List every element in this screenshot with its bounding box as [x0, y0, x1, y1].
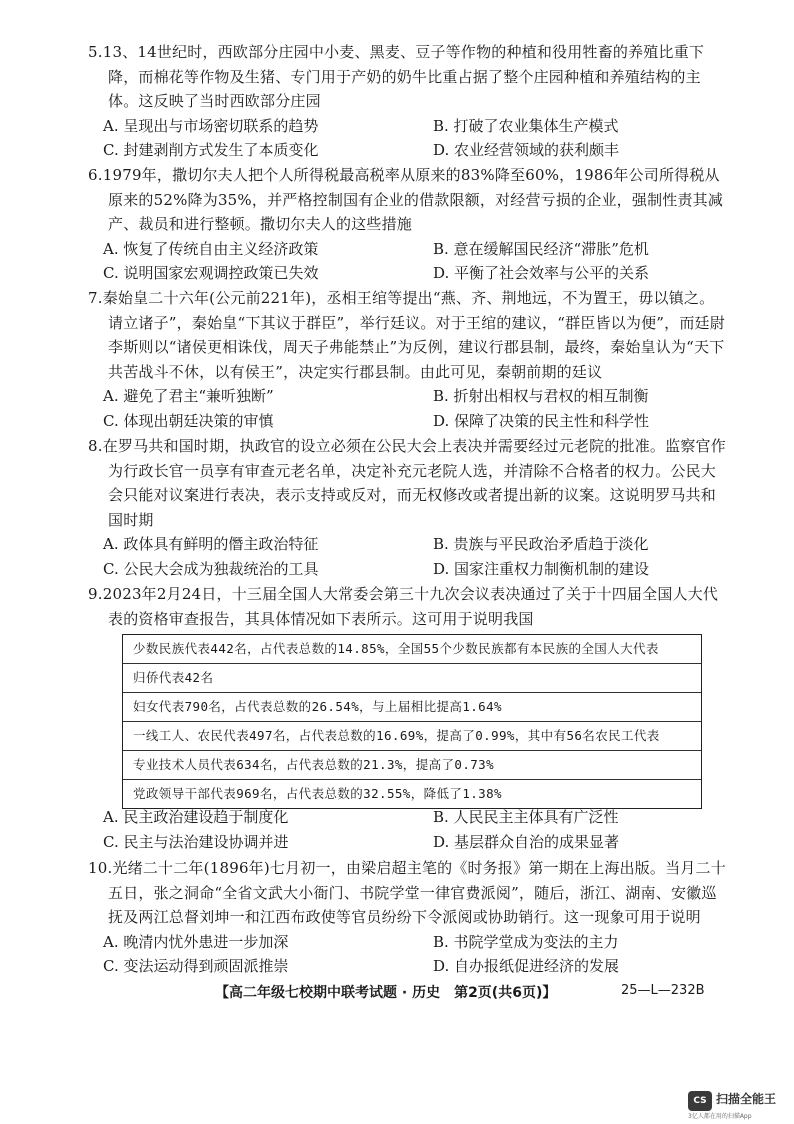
question-stem: 5.13、14世纪时，西欧部分庄园中小麦、黑麦、豆子等作物的种植和役用牲畜的养殖比重下降，而棉花等作物及生猪、专门用于产奶的奶牛比重占据了整个庄园种植和养殖结构的主体。这反映了当时西欧部分庄园 [88, 43, 705, 110]
question-8 [88, 434, 728, 581]
option-b: B. 人民民主主体具有广泛性 [433, 808, 619, 826]
option-c: C. 变法运动得到顽固派推崇 [103, 957, 289, 975]
options [88, 384, 728, 433]
option-c: C. 体现出朝廷决策的审慎 [103, 411, 274, 430]
watermark-tagline: 3亿人都在用的扫描App [688, 1113, 752, 1120]
delegate-table [122, 634, 702, 809]
option-b: B. 意在缓解国民经济“滞胀”危机 [433, 239, 649, 258]
option-c: C. 公民大会成为独裁统治的工具 [103, 559, 319, 578]
question-7 [88, 286, 728, 433]
options [88, 114, 728, 163]
question-stem: 8.在罗马共和国时期，执政官的设立必须在公民大会上表决并需要经过元老院的批准。监察官作为行政长官一员享有审查元老名单，决定补充元老院人选，并清除不合格者的权力。公民大会只能对议案进行表决，表示支持或反对，而无权修改或者提出新的议案。这说明罗马共和国时期 [88, 437, 726, 529]
option-c: C. 说明国家宏观调控政策已失效 [103, 264, 319, 282]
options [88, 805, 728, 854]
question-9 [88, 582, 728, 631]
watermark-name: 扫描全能王 [716, 1092, 777, 1106]
option-a: A. 避免了君主“兼听独断” [103, 387, 274, 405]
table-row: 少数民族代表442名，占代表总数的14.85%，全国55个少数民族都有本民族的全国人大代表 [133, 641, 659, 656]
scanner-watermark [688, 1089, 788, 1119]
option-b: B. 贵族与平民政治矛盾趋于淡化 [433, 535, 649, 553]
table-row: 归侨代表42名 [123, 663, 701, 692]
option-a: A. 晚清内忧外患进一步加深 [103, 932, 289, 951]
option-d: D. 自办报纸促进经济的发展 [433, 957, 620, 975]
option-d: D. 保障了决策的民主性和科学性 [433, 411, 650, 430]
camscanner-logo-icon: CS [688, 1091, 712, 1111]
option-d: D. 农业经营领域的获利颇丰 [433, 141, 620, 159]
options [88, 237, 728, 286]
question-5 [88, 40, 728, 163]
table-row: 党政领导干部代表969名，占代表总数的32.55%，降低了1.38% [123, 779, 701, 808]
option-b: B. 折射出相权与君权的相互制衡 [433, 387, 649, 405]
question-6 [88, 163, 728, 286]
option-b: B. 打破了农业集体生产模式 [433, 116, 619, 135]
options [88, 532, 728, 581]
footer-title: 【高二年级七校期中联考试题 · 历史 第2页(共6页)】 [215, 985, 557, 1001]
question-stem: 7.秦始皇二十六年(公元前221年)，丞相王绾等提出“燕、齐、荆地远，不为置王，毋以镇之。请立诸子”，秦始皇“下其议于群臣”，举行廷议。对于王绾的建议，“群臣皆以为便”，而廷尉李斯则以“诸侯更相诛伐，周天子弗能禁止”为反例，建议行郡县制，最终，秦始皇认为“天下共苦战斗不休，以有侯王”，决定实行郡县制。由此可见，秦朝前期的廷议 [88, 289, 725, 381]
table-row: 一线工人、农民代表497名，占代表总数的16.69%，提高了0.99%，其中有56名农民工代表 [123, 721, 701, 750]
options [88, 930, 728, 979]
question-9-options [88, 805, 728, 854]
question-10 [88, 856, 728, 979]
question-stem: 6.1979年，撒切尔夫人把个人所得税最高税率从原来的83%降至60%，1986年公司所得税从原来的52%降为35%，并严格控制国有企业的借款限额，对经营亏损的企业，强制性责其减产、裁员和进行整顿。撒切尔夫人的这些措施 [88, 166, 724, 233]
option-a: A. 呈现出与市场密切联系的趋势 [103, 116, 319, 135]
option-a: A. 恢复了传统自由主义经济政策 [103, 239, 319, 258]
paper-code: 25—L—232B [621, 983, 705, 998]
option-d: D. 基层群众自治的成果显著 [433, 832, 620, 851]
table-row: 妇女代表790名，占代表总数的26.54%，与上届相比提高1.64% [123, 692, 701, 721]
table-row: 专业技术人员代表634名，占代表总数的21.3%，提高了0.73% [123, 750, 701, 779]
option-c: C. 民主与法治建设协调并进 [103, 832, 289, 851]
question-stem: 9.2023年2月24日，十三届全国人大常委会第三十九次会议表决通过了关于十四届全国人大代表的资格审查报告，其具体情况如下表所示。这可用于说明我国 [88, 585, 719, 628]
option-a: A. 政体具有鲜明的僭主政治特征 [103, 535, 319, 553]
option-a: A. 民主政治建设趋于制度化 [103, 808, 289, 826]
page-footer [215, 982, 735, 1002]
option-c: C. 封建剥削方式发生了本质变化 [103, 141, 319, 159]
option-d: D. 平衡了社会效率与公平的关系 [433, 264, 650, 282]
question-stem: 10.光绪二十二年(1896年)七月初一，由梁启超主笔的《时务报》第一期在上海出版。当月二十五日，张之洞命“全省文武大小衙门、书院学堂一律官费派阅”，随后，浙江、湖南、安徽巡抚及两江总督刘坤一和江西布政使等官员纷纷下令派阅或协助销行。这一现象可用于说明 [88, 859, 726, 926]
option-d: D. 国家注重权力制衡机制的建设 [433, 559, 650, 578]
option-b: B. 书院学堂成为变法的主力 [433, 932, 619, 951]
